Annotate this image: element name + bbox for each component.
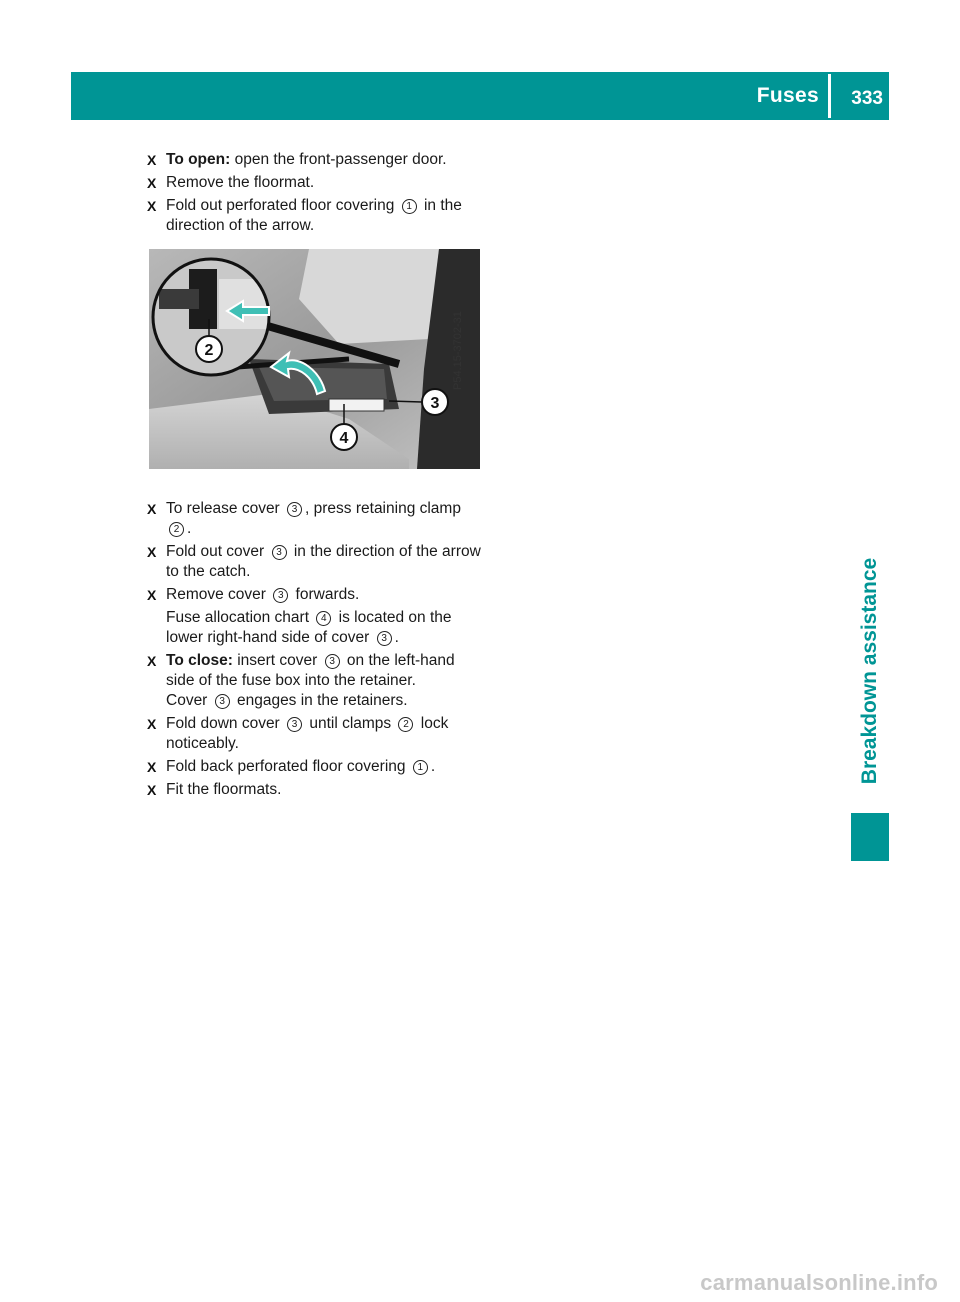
- callout-ref: 3: [325, 654, 340, 669]
- callout-ref: 3: [287, 502, 302, 517]
- step-text: To release cover: [166, 500, 285, 517]
- step-text: Remove the floormat.: [166, 174, 315, 191]
- callout-ref: 2: [169, 522, 184, 537]
- step-fold-out-cover: [146, 542, 484, 582]
- step-text: .: [430, 758, 436, 775]
- step-fit-floormats: [146, 780, 484, 800]
- header-divider: [828, 74, 831, 118]
- step-release-cover: [146, 499, 484, 539]
- step-marker: X: [147, 759, 157, 775]
- page-number: 333: [851, 88, 883, 109]
- fuse-box-photo: [149, 249, 480, 469]
- header-bar: [71, 72, 889, 120]
- side-tab-label: Breakdown assistance: [858, 557, 881, 785]
- step-text: until clamps: [305, 715, 396, 732]
- instructions-column: [146, 150, 484, 803]
- step-fold-down-cover: [146, 714, 484, 754]
- step-text: insert cover: [232, 652, 322, 669]
- step-marker: X: [147, 175, 157, 191]
- callout-ref: 1: [413, 760, 428, 775]
- callout-ref: 2: [398, 717, 413, 732]
- callout-ref: 3: [272, 545, 287, 560]
- step-text: in the direction of the arrow to the catch.: [166, 543, 481, 580]
- section-title: Fuses: [756, 84, 819, 107]
- step-marker: X: [147, 198, 157, 214]
- step-remove-cover: [146, 585, 484, 605]
- step-text: Fold back perforated floor covering: [166, 758, 410, 775]
- step-fold-out-covering: [146, 196, 484, 236]
- step-text: .: [187, 520, 192, 537]
- side-tab: [851, 540, 889, 802]
- step-text: Fold down cover: [166, 715, 285, 732]
- step-close: [146, 651, 484, 711]
- step-keyword: To close:: [166, 652, 233, 669]
- step-fold-back-covering: [146, 757, 484, 777]
- fuse-chart-label: [329, 399, 384, 411]
- fuse-chart-note: [166, 608, 484, 648]
- step-marker: X: [147, 653, 157, 669]
- callout-line-3: [389, 401, 422, 402]
- side-tab-marker: [851, 813, 889, 861]
- step-text: engages in the retainers.: [232, 692, 408, 709]
- callout-ref: 1: [402, 199, 417, 214]
- step-text: Fit the floormats.: [166, 781, 282, 798]
- step-remove-floormat: [146, 173, 484, 193]
- footer-watermark: carmanualsonline.info: [700, 1270, 938, 1295]
- callout-3-label: 3: [430, 395, 440, 412]
- step-text: open the front-passenger door.: [230, 151, 447, 168]
- step-text: , press retaining clamp: [305, 500, 461, 517]
- step-marker: X: [147, 587, 157, 603]
- step-text: lock noticeably.: [166, 715, 449, 752]
- step-keyword: To open:: [166, 151, 231, 168]
- callout-ref: 3: [377, 631, 392, 646]
- step-open: [146, 150, 484, 170]
- note-text: .: [394, 629, 399, 646]
- step-text: in the direction of the arrow.: [166, 197, 462, 234]
- note-text: is located on the lower right-hand side of cover: [166, 609, 452, 646]
- callout-ref: 3: [273, 588, 288, 603]
- step-marker: X: [147, 501, 157, 517]
- figure-code: P54.15-3702-31: [452, 311, 464, 390]
- step-text: Remove cover: [166, 586, 271, 603]
- step-marker: X: [147, 544, 157, 560]
- step-text: forwards.: [291, 586, 360, 603]
- step-marker: X: [147, 152, 157, 168]
- step-text: Fold out cover: [166, 543, 269, 560]
- step-text: Fold out perforated floor covering: [166, 197, 399, 214]
- step-text: Cover: [166, 692, 212, 709]
- note-text: Fuse allocation chart: [166, 609, 314, 626]
- callout-2-label: 2: [204, 342, 214, 359]
- callout-ref: 3: [215, 694, 230, 709]
- step-marker: X: [147, 716, 157, 732]
- callout-4-label: 4: [339, 430, 349, 447]
- step-text: on the left-hand side of the fuse box into the retainer.: [166, 652, 455, 689]
- callout-ref: 3: [287, 717, 302, 732]
- step-marker: X: [147, 782, 157, 798]
- callout-ref: 4: [316, 611, 331, 626]
